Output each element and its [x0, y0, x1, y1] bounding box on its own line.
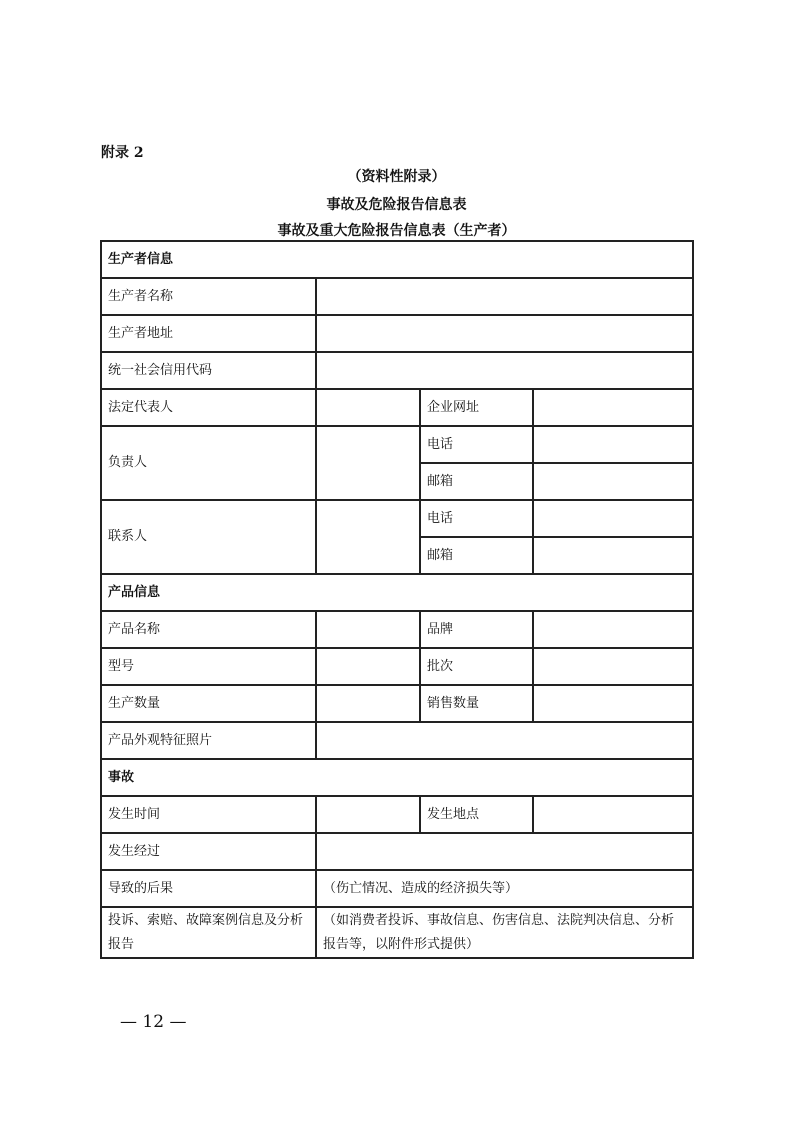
field-label-consequences: 导致的后果 — [101, 870, 316, 907]
field-value-process[interactable] — [316, 833, 693, 870]
field-value-location[interactable] — [533, 796, 693, 833]
report-form-table — [100, 240, 694, 959]
field-label-contact-phone: 电话 — [420, 500, 533, 537]
field-label-producer-address: 生产者地址 — [101, 315, 316, 352]
field-label-brand: 品牌 — [420, 611, 533, 648]
field-label-location: 发生地点 — [420, 796, 533, 833]
table-row — [101, 500, 693, 537]
table-row — [101, 611, 693, 648]
table-row — [101, 426, 693, 463]
field-value-phone[interactable] — [533, 426, 693, 463]
section-row-producer — [101, 241, 693, 278]
section-header-product: 产品信息 — [101, 574, 693, 611]
field-value-sales-qty[interactable] — [533, 685, 693, 722]
section-header-producer: 生产者信息 — [101, 241, 693, 278]
table-row — [101, 278, 693, 315]
field-label-appearance-photo: 产品外观特征照片 — [101, 722, 316, 759]
field-value-model[interactable] — [316, 648, 420, 685]
table-row — [101, 685, 693, 722]
field-label-credit-code: 统一社会信用代码 — [101, 352, 316, 389]
table-row — [101, 722, 693, 759]
field-value-email[interactable] — [533, 463, 693, 500]
field-value-legal-rep[interactable] — [316, 389, 420, 426]
section-row-product — [101, 574, 693, 611]
field-value-appearance-photo[interactable] — [316, 722, 693, 759]
table-row — [101, 648, 693, 685]
field-label-product-name: 产品名称 — [101, 611, 316, 648]
table-row — [101, 833, 693, 870]
field-label-person-in-charge: 负责人 — [101, 426, 316, 500]
table-title: 事故及重大危险报告信息表（生产者） — [277, 223, 516, 239]
field-label-legal-rep: 法定代表人 — [101, 389, 316, 426]
field-label-producer-name: 生产者名称 — [101, 278, 316, 315]
field-label-contact: 联系人 — [101, 500, 316, 574]
field-value-time[interactable] — [316, 796, 420, 833]
table-row — [101, 870, 693, 907]
field-value-contact[interactable] — [316, 500, 420, 574]
subtitle: （资料性附录） — [347, 169, 446, 185]
field-label-contact-email: 邮箱 — [420, 537, 533, 574]
field-hint-complaints[interactable]: （如消费者投诉、事故信息、伤害信息、法院判决信息、分析报告等，以附件形式提供） — [316, 907, 693, 958]
table-row — [101, 907, 693, 958]
field-label-time: 发生时间 — [101, 796, 316, 833]
section-row-accident — [101, 759, 693, 796]
section-header-accident: 事故 — [101, 759, 693, 796]
document-title: 事故及危险报告信息表 — [326, 197, 467, 213]
field-label-email: 邮箱 — [420, 463, 533, 500]
field-label-sales-qty: 销售数量 — [420, 685, 533, 722]
field-value-production-qty[interactable] — [316, 685, 420, 722]
field-value-product-name[interactable] — [316, 611, 420, 648]
page-number: — 12 — — [120, 1012, 187, 1032]
field-value-contact-email[interactable] — [533, 537, 693, 574]
appendix-label: 附录 2 — [101, 145, 144, 161]
table-row — [101, 796, 693, 833]
field-label-batch: 批次 — [420, 648, 533, 685]
field-hint-consequences[interactable]: （伤亡情况、造成的经济损失等） — [316, 870, 693, 907]
field-value-person-in-charge[interactable] — [316, 426, 420, 500]
field-value-website[interactable] — [533, 389, 693, 426]
field-label-process: 发生经过 — [101, 833, 316, 870]
field-label-website: 企业网址 — [420, 389, 533, 426]
table-row — [101, 352, 693, 389]
field-label-phone: 电话 — [420, 426, 533, 463]
field-value-contact-phone[interactable] — [533, 500, 693, 537]
field-label-model: 型号 — [101, 648, 316, 685]
field-value-brand[interactable] — [533, 611, 693, 648]
field-value-batch[interactable] — [533, 648, 693, 685]
field-label-complaints: 投诉、索赔、故障案例信息及分析报告 — [101, 907, 316, 958]
field-value-producer-address[interactable] — [316, 315, 693, 352]
table-row — [101, 315, 693, 352]
field-value-producer-name[interactable] — [316, 278, 693, 315]
table-row — [101, 389, 693, 426]
field-label-production-qty: 生产数量 — [101, 685, 316, 722]
field-value-credit-code[interactable] — [316, 352, 693, 389]
